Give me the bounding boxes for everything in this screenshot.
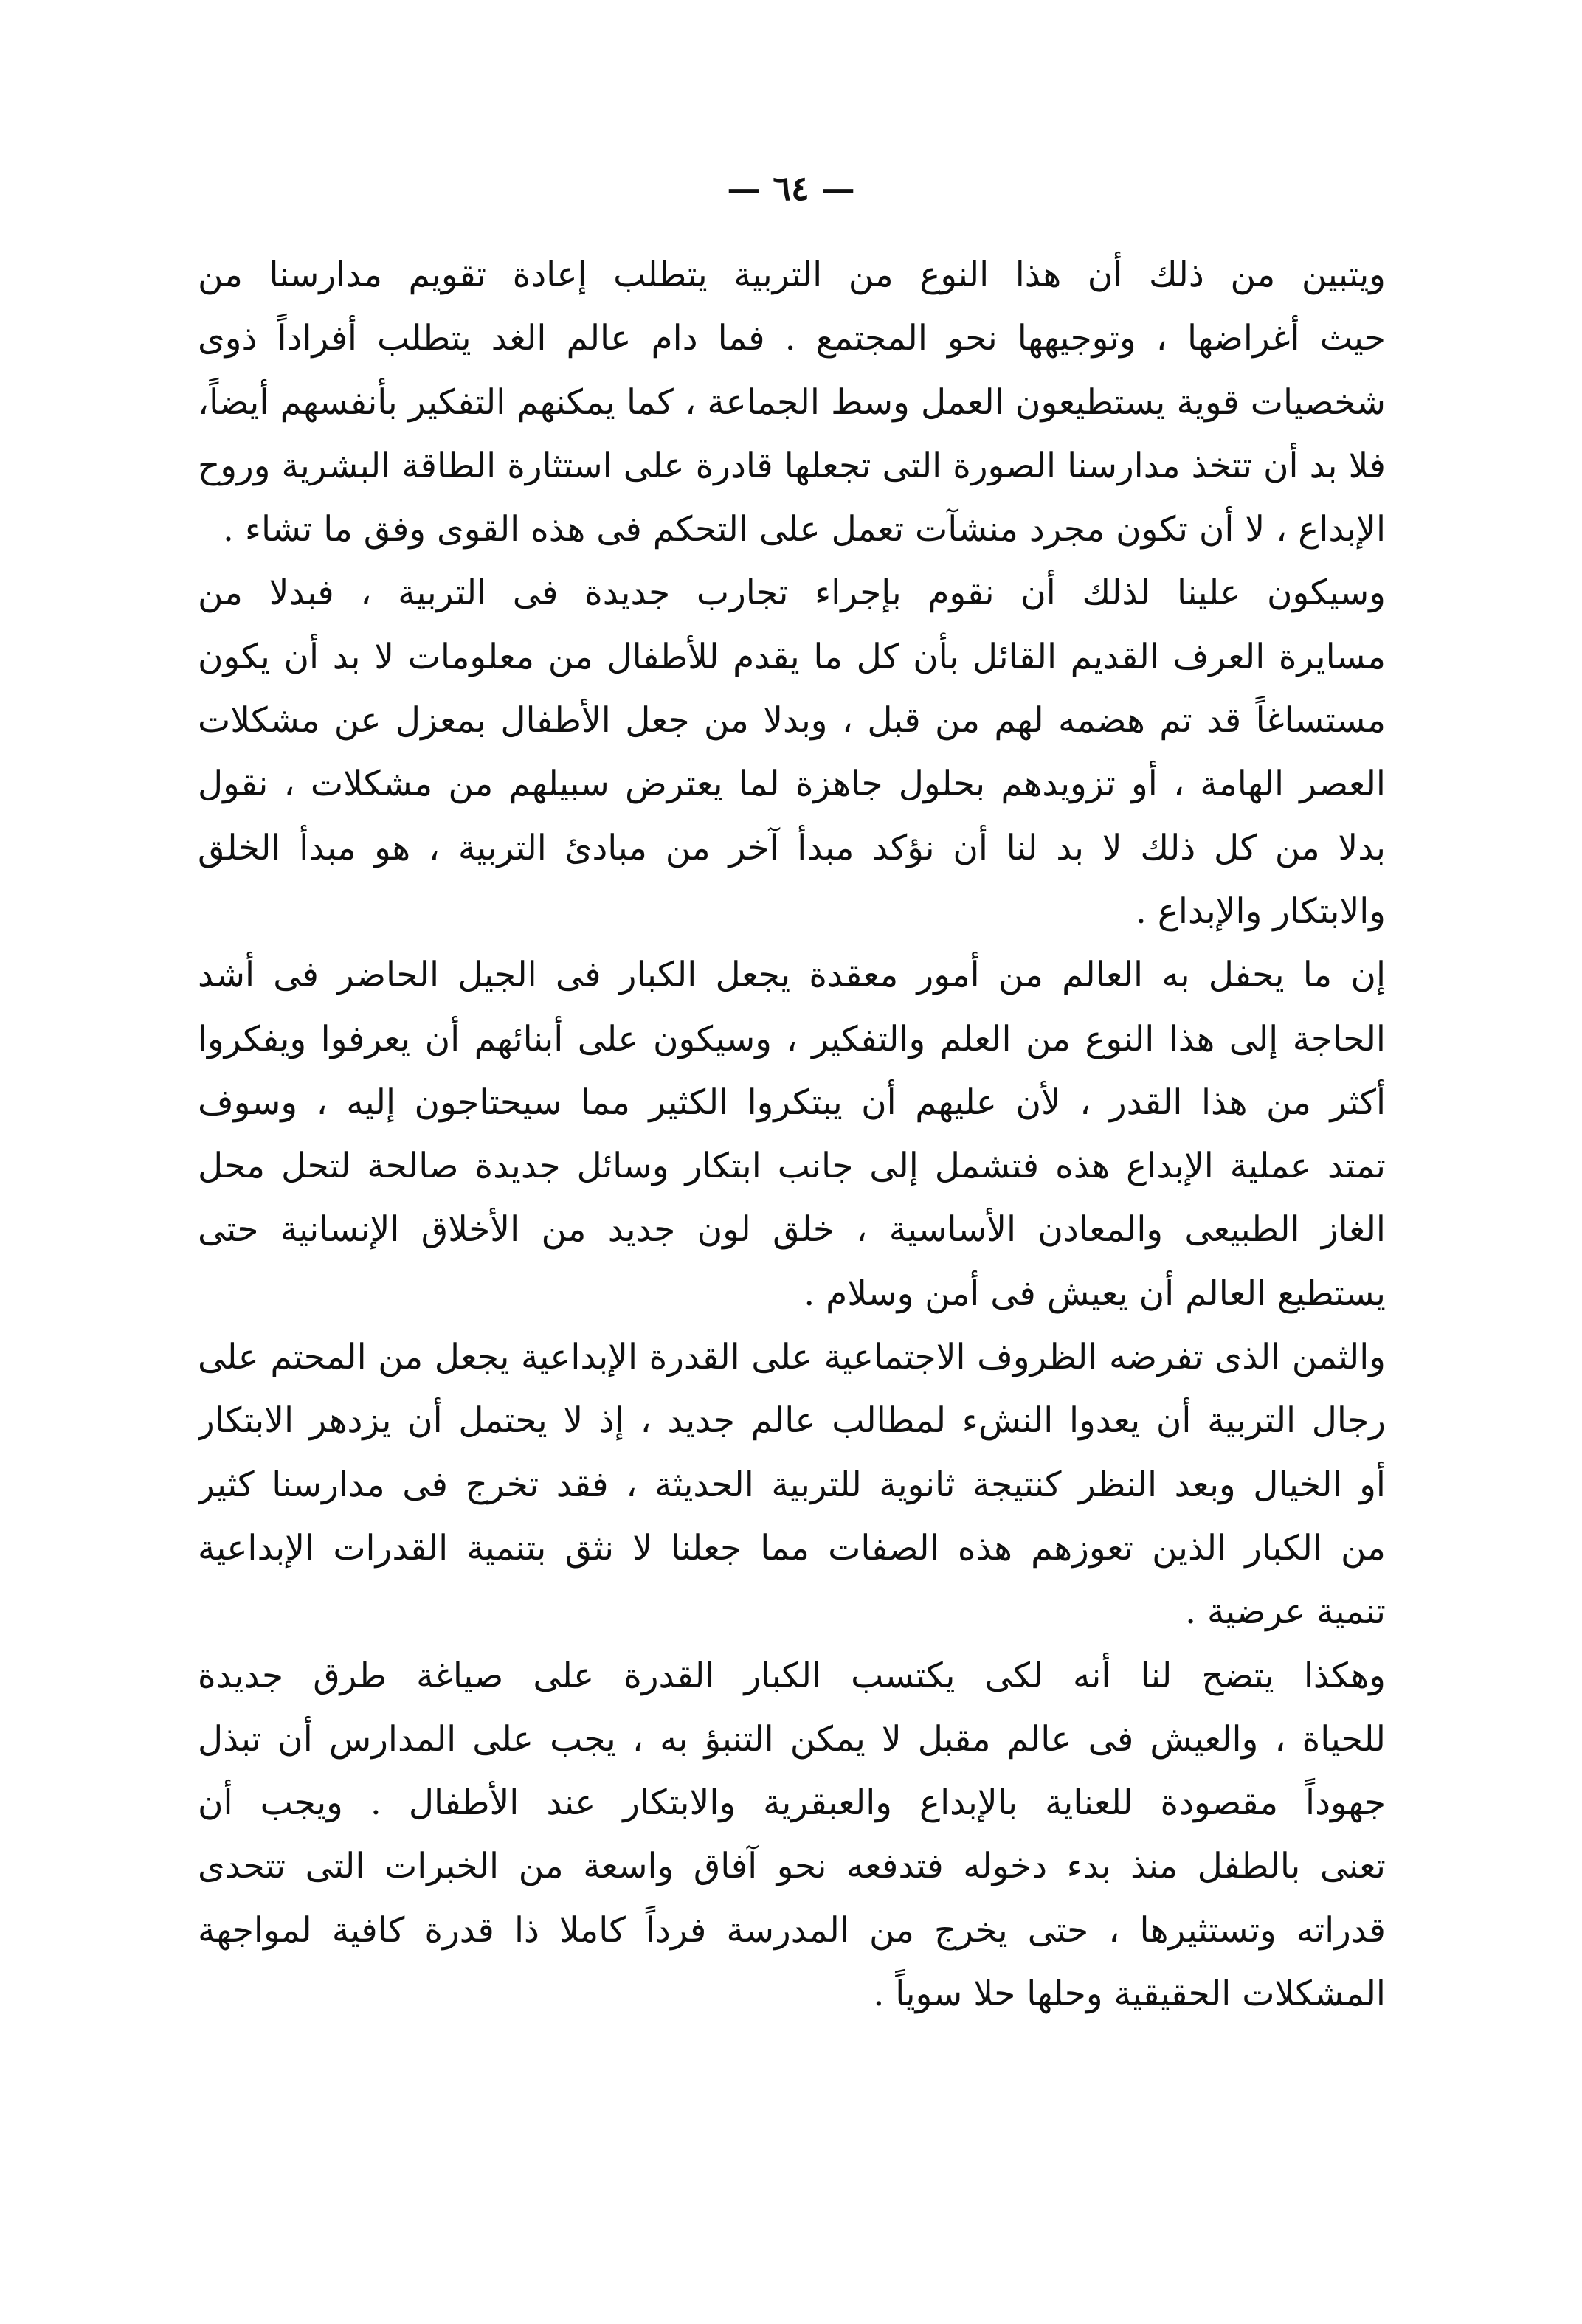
text-line: والثمن الذى تفرضه الظروف الاجتماعية على القدرة الإبداعية يجعل من المحتم على [198, 1337, 1386, 1378]
text-line: حيث أغراضها ، وتوجيهها نحو المجتمع . فما دام عالم الغد يتطلب أفراداً ذوى [198, 318, 1386, 359]
text-line: جهوداً مقصودة للعناية بالإبداع والعبقرية والابتكار عند الأطفال . ويجب أن [198, 1782, 1386, 1824]
paragraph-5 [198, 1645, 1386, 2027]
text-line: أو الخيال وبعد النظر كنتيجة ثانوية للتربية الحديثة ، فقد تخرج فى مدارسنا كثير [198, 1464, 1386, 1505]
text-line: المشكلات الحقيقية وحلها حلا سوياً . [873, 1974, 1386, 2015]
text-line: تنمية عرضية . [1185, 1591, 1386, 1633]
paragraph-3 [198, 944, 1386, 1326]
text-line: تمتد عملية الإبداع هذه فتشمل إلى جانب ابتكار وسائل جديدة صالحة لتحل محل [198, 1146, 1386, 1187]
text-line: بدلا من كل ذلك لا بد لنا أن نؤكد مبدأ آخر من مبادئ التربية ، هو مبدأ الخلق [198, 827, 1386, 868]
text-line: أكثر من هذا القدر ، لأن عليهم أن يبتكروا الكثير مما سيحتاجون إليه ، وسوف [198, 1082, 1386, 1123]
text-line: ويتبين من ذلك أن هذا النوع من التربية يتطلب إعادة تقويم مدارسنا من [198, 255, 1386, 295]
body-text [198, 243, 1386, 2026]
text-line: شخصيات قوية يستطيعون العمل وسط الجماعة ، كما يمكنهم التفكير بأنفسهم أيضاً، [198, 381, 1386, 423]
page-number: — ٦٤ — [727, 168, 855, 208]
text-line: فلا بد أن تتخذ مدارسنا الصورة التى تجعلها قادرة على استثارة الطاقة البشرية وروح [198, 445, 1386, 486]
text-line: من الكبار الذين تعوزهم هذه الصفات مما جعلنا لا نثق بتنمية القدرات الإبداعية [198, 1527, 1386, 1569]
text-line: مسايرة العرف القديم القائل بأن كل ما يقدم للأطفال من معلومات لا بد أن يكون [198, 636, 1386, 677]
paragraph-4 [198, 1326, 1386, 1644]
text-line: والابتكار والإبداع . [1135, 890, 1386, 932]
text-line: تعنى بالطفل منذ بدء دخوله فتدفعه نحو آفاق واسعة من الخبرات التى تتحدى [198, 1846, 1386, 1887]
text-line: الحاجة إلى هذا النوع من العلم والتفكير ، وسيكون على أبنائهم أن يعرفوا ويفكروا [198, 1018, 1386, 1059]
paragraph-1 [198, 243, 1386, 561]
text-line: وهكذا يتضح لنا أنه لكى يكتسب الكبار القدرة على صياغة طرق جديدة [198, 1655, 1386, 1696]
text-line: العصر الهامة ، أو تزويدهم بحلول جاهزة لما يعترض سبيلهم من مشكلات ، نقول [198, 764, 1386, 805]
text-line: إن ما يحفل به العالم من أمور معقدة يجعل الكبار فى الجيل الحاضر فى أشد [198, 955, 1386, 996]
text-line: الإبداع ، لا أن تكون مجرد منشآت تعمل على التحكم فى هذه القوى وفق ما تشاء . [223, 509, 1386, 550]
text-line: يستطيع العالم أن يعيش فى أمن وسلام . [804, 1273, 1386, 1314]
paragraph-2 [198, 561, 1386, 944]
text-line: قدراته وتستثيرها ، حتى يخرج من المدرسة فرداً كاملا ذا قدرة كافية لمواجهة [198, 1909, 1386, 1951]
text-line: رجال التربية أن يعدوا النشء لمطالب عالم جديد ، إذ لا يحتمل أن يزدهر الابتكار [198, 1400, 1386, 1442]
text-line: مستساغاً قد تم هضمه لهم من قبل ، وبدلا من جعل الأطفال بمعزل عن مشكلات [198, 700, 1386, 741]
text-line: للحياة ، والعيش فى عالم مقبل لا يمكن التنبؤ به ، يجب على المدارس أن تبذل [198, 1718, 1386, 1760]
text-line: الغاز الطبيعى والمعادن الأساسية ، خلق لون جديد من الأخلاق الإنسانية حتى [198, 1209, 1386, 1251]
text-line: وسيكون علينا لذلك أن نقوم بإجراء تجارب جديدة فى التربية ، فبدلا من [198, 573, 1386, 614]
